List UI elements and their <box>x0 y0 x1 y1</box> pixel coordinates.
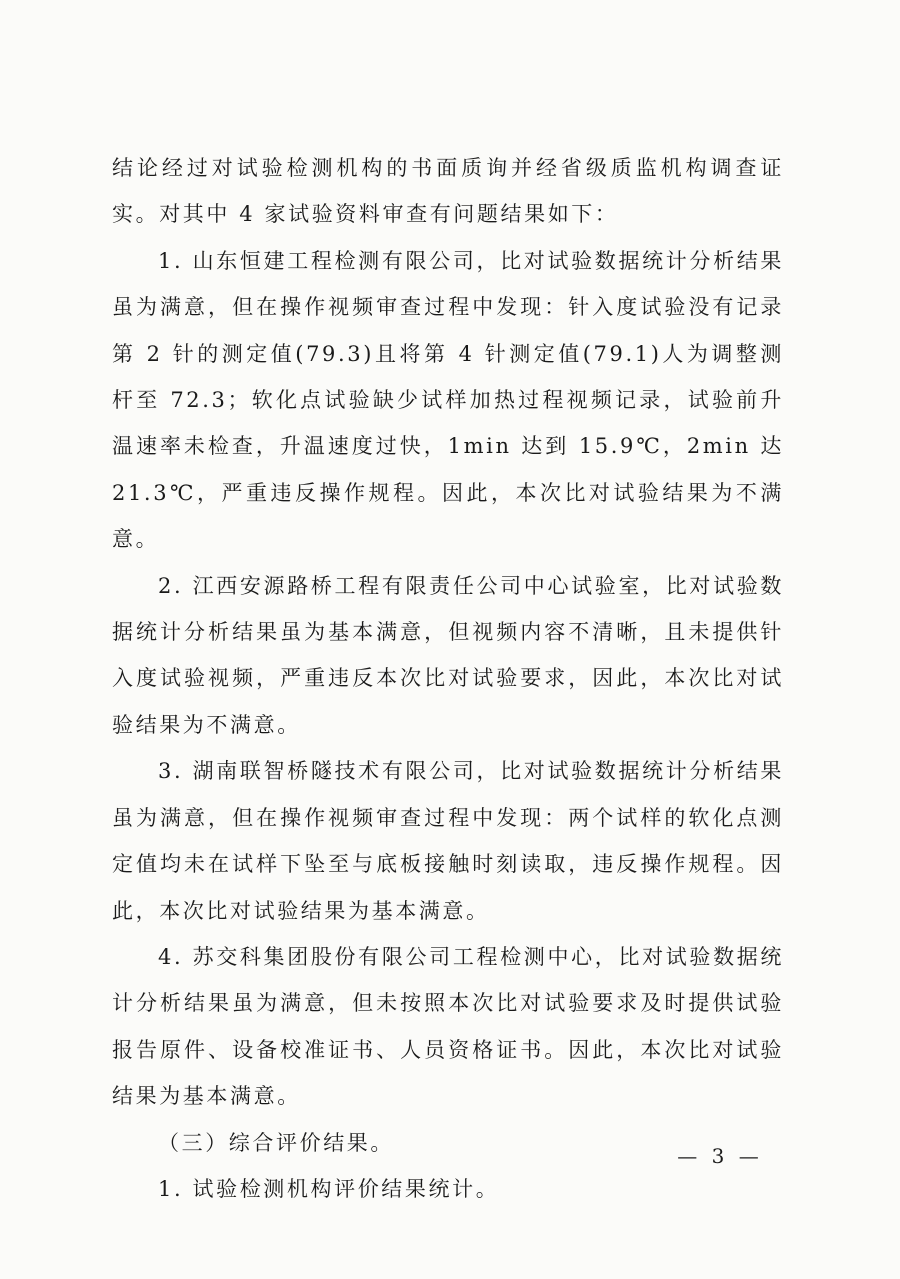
paragraph-item-2-jiangxi: 2. 江西安源路桥工程有限责任公司中心试验室，比对试验数据统计分析结果虽为基本满意，但视频内容不清晰，且未提供针入度试验视频，严重违反本次比对试验要求，因此，本次比对试验结果为不满意。 <box>112 573 784 737</box>
section-heading-comprehensive-evaluation: （三）综合评价结果。 <box>158 1130 394 1155</box>
page-number: — 3 — <box>677 1144 763 1168</box>
document-body <box>112 145 784 1212</box>
subheading-evaluation-statistics: 1. 试验检测机构评价结果统计。 <box>158 1176 500 1201</box>
paragraph-item-1-shandong: 1. 山东恒建工程检测有限公司，比对试验数据统计分析结果虽为满意，但在操作视频审查过程中发现：针入度试验没有记录第 2 针的测定值(79.3)且将第 4 针测定值(79.1)人为调整测杆至 72.3；软化点试验缺少试样加热过程视频记录，试验前升温速率未检查，升温速度过快，1min 达到 15.9℃，2min 达 21.3℃，严重违反操作规程。因此，本次比对试验结果为不满意。 <box>112 248 784 552</box>
paragraph-item-3-hunan: 3. 湖南联智桥隧技术有限公司，比对试验数据统计分析结果虽为满意，但在操作视频审查过程中发现：两个试样的软化点测定值均未在试样下坠至与底板接触时刻读取，违反操作规程。因此，本次比对试验结果为基本满意。 <box>112 759 784 923</box>
paragraph-conclusion-continuation: 结论经过对试验检测机构的书面质询并经省级质监机构调查证实。对其中 4 家试验资料审查有问题结果如下： <box>112 156 784 227</box>
paragraph-item-4-sujiaoke: 4. 苏交科集团股份有限公司工程检测中心，比对试验数据统计分析结果虽为满意，但未按照本次比对试验要求及时提供试验报告原件、设备校准证书、人员资格证书。因此，本次比对试验结果为基本满意。 <box>112 944 784 1109</box>
